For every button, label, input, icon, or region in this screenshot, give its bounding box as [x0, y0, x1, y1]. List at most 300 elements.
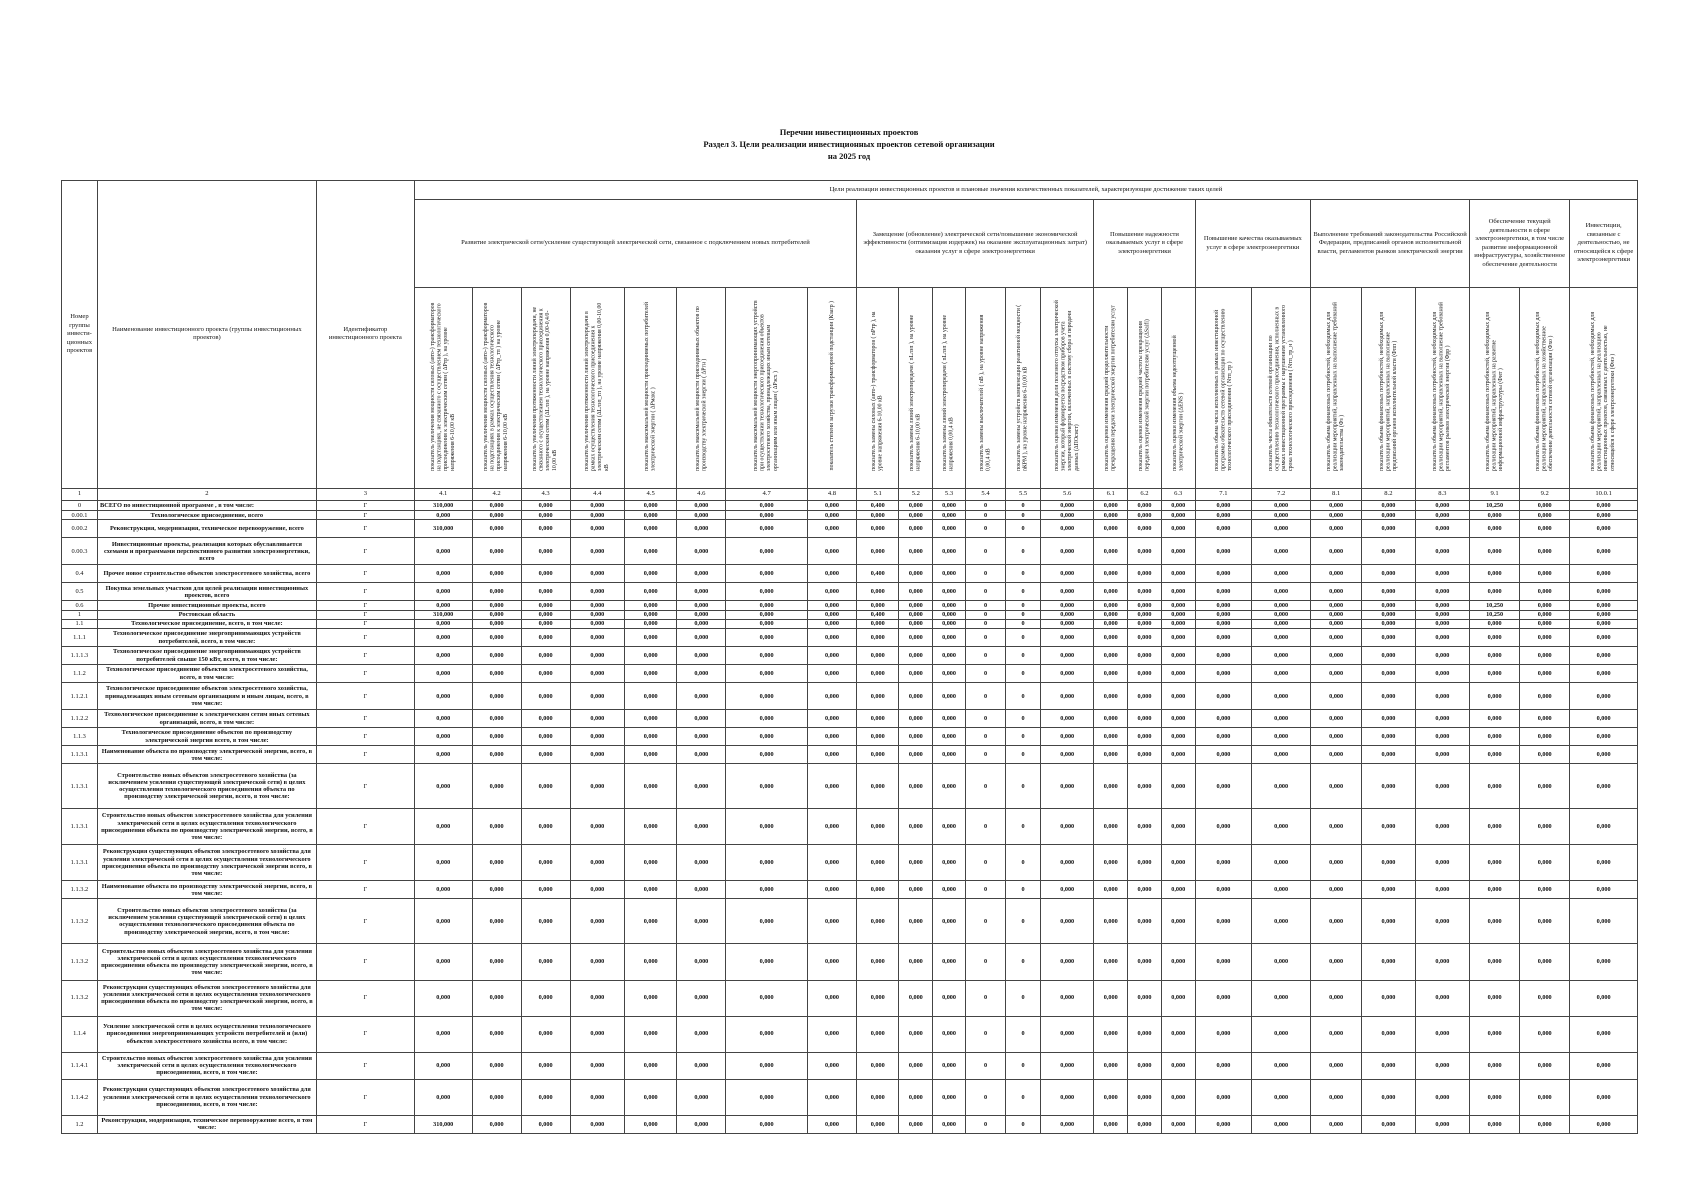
- row-value: 0,000: [1252, 500, 1311, 510]
- row-value: 0,000: [1311, 881, 1362, 899]
- row-value: 0,000: [521, 665, 570, 683]
- row-code: 1.1.3.1: [62, 746, 98, 764]
- row-value: 0,000: [625, 601, 677, 610]
- row-value: 0,000: [570, 1079, 624, 1115]
- row-value: 0,000: [472, 899, 521, 944]
- row-value: 0,000: [1041, 809, 1094, 845]
- row-value: 0: [1006, 746, 1041, 764]
- row-value: 0,000: [1415, 511, 1469, 520]
- header-indicator: [414, 288, 472, 489]
- row-value: 0,000: [933, 520, 966, 538]
- row-value: 0,000: [1041, 583, 1094, 601]
- row-value: 0,000: [1415, 538, 1469, 565]
- row-value: 0,000: [1311, 764, 1362, 809]
- row-code: 0.00.2: [62, 520, 98, 538]
- row-value: 0,000: [1362, 1052, 1415, 1079]
- row-value: 0,000: [521, 619, 570, 628]
- row-value: 0,000: [570, 1052, 624, 1079]
- row-value: 0,000: [899, 764, 933, 809]
- row-value: 0,000: [1362, 520, 1415, 538]
- row-value: 310,000: [414, 1115, 472, 1133]
- row-value: 0,000: [1415, 980, 1469, 1016]
- row-identifier: Г: [316, 565, 414, 583]
- header-indicator-text: показатель оценки изменения объема недоотпущенной электрической энергии (ΔENS ): [1171, 335, 1185, 472]
- row-value: 0,000: [899, 728, 933, 746]
- row-value: 0,000: [1161, 881, 1195, 899]
- row-value: 0,000: [807, 1016, 856, 1052]
- row-value: 0,000: [1362, 610, 1415, 619]
- row-identifier: Г: [316, 746, 414, 764]
- row-value: 0,000: [1195, 845, 1252, 881]
- row-value: 0,400: [856, 610, 898, 619]
- row-value: 0,000: [1094, 809, 1128, 845]
- column-number: 4.6: [677, 488, 726, 500]
- row-value: 0,000: [856, 665, 898, 683]
- row-value: 0,000: [1470, 944, 1520, 980]
- row-value: 0,000: [726, 583, 808, 601]
- row-value: 0,000: [677, 610, 726, 619]
- table-row: [62, 511, 1638, 520]
- row-value: 0,000: [570, 710, 624, 728]
- row-value: 0,000: [1128, 511, 1162, 520]
- row-value: 0,000: [1252, 1052, 1311, 1079]
- row-value: 0,000: [1041, 899, 1094, 944]
- column-number: 5.3: [933, 488, 966, 500]
- row-value: 0,000: [570, 764, 624, 809]
- row-value: 0,000: [1415, 619, 1469, 628]
- row-value: 0,000: [472, 881, 521, 899]
- row-value: 0,000: [1520, 665, 1570, 683]
- row-value: 0,000: [1094, 538, 1128, 565]
- table-row: [62, 944, 1638, 980]
- row-value: 0,000: [1128, 520, 1162, 538]
- row-value: 0,000: [1311, 980, 1362, 1016]
- row-value: 0: [965, 728, 1005, 746]
- row-value: 0,000: [1570, 500, 1638, 510]
- row-value: 0,000: [1470, 1052, 1520, 1079]
- row-value: 0,000: [1362, 1016, 1415, 1052]
- column-number: 6.1: [1094, 488, 1128, 500]
- row-value: 0,000: [414, 980, 472, 1016]
- row-identifier: Г: [316, 629, 414, 647]
- row-value: 0,000: [726, 619, 808, 628]
- row-value: 0,000: [570, 601, 624, 610]
- row-value: 0,000: [521, 710, 570, 728]
- row-value: 0,000: [1128, 583, 1162, 601]
- row-value: 0,000: [856, 583, 898, 601]
- row-value: 0,000: [1161, 980, 1195, 1016]
- row-value: 0,000: [625, 647, 677, 665]
- row-value: 0,000: [1362, 565, 1415, 583]
- row-value: 0,000: [1415, 881, 1469, 899]
- row-value: 0,000: [677, 710, 726, 728]
- row-code: 1.1: [62, 619, 98, 628]
- row-value: 0,000: [1415, 1052, 1469, 1079]
- row-value: 0,000: [899, 1016, 933, 1052]
- row-code: 1.1.1.3: [62, 647, 98, 665]
- row-value: 0,000: [899, 665, 933, 683]
- row-value: 0,000: [1520, 500, 1570, 510]
- row-value: 0,000: [856, 538, 898, 565]
- row-value: 0,000: [807, 565, 856, 583]
- row-value: 0,000: [1311, 538, 1362, 565]
- row-value: 0,000: [472, 980, 521, 1016]
- row-identifier: Г: [316, 980, 414, 1016]
- row-value: 0,000: [1520, 809, 1570, 845]
- row-value: 0: [965, 601, 1005, 610]
- row-value: 0,000: [1195, 1052, 1252, 1079]
- column-number: 9.2: [1520, 488, 1570, 500]
- row-value: 0,000: [1520, 647, 1570, 665]
- row-value: 0,000: [414, 1079, 472, 1115]
- row-value: 0,000: [1252, 647, 1311, 665]
- row-value: 0,000: [625, 1115, 677, 1133]
- row-value: 0,000: [726, 610, 808, 619]
- row-value: 0,000: [1041, 728, 1094, 746]
- row-value: 0: [1006, 619, 1041, 628]
- row-value: 0,000: [1195, 511, 1252, 520]
- row-value: 0,000: [726, 899, 808, 944]
- row-identifier: Г: [316, 500, 414, 510]
- row-value: 0,000: [1195, 1016, 1252, 1052]
- header-indicator: [1161, 288, 1195, 489]
- row-value: 0,000: [1128, 881, 1162, 899]
- row-value: 0,000: [1311, 683, 1362, 710]
- row-value: 0,000: [625, 764, 677, 809]
- row-value: 0,000: [625, 746, 677, 764]
- header-indicator: [521, 288, 570, 489]
- header-indicator-text: показатель оценки изменения доли полезного отпуска электрической энергии, который формируется посредством приборов учета электрической энергии, включенных в систему сбора и передачи данных (ΔПОсист): [1053, 300, 1080, 472]
- row-value: 0,000: [521, 538, 570, 565]
- row-value: 0: [965, 565, 1005, 583]
- row-value: 0,000: [1128, 899, 1162, 944]
- row-code: 1.1.3.2: [62, 944, 98, 980]
- row-value: 0,000: [677, 511, 726, 520]
- row-value: 0,000: [625, 710, 677, 728]
- row-value: 0: [965, 809, 1005, 845]
- row-value: 0,000: [1570, 1079, 1638, 1115]
- row-value: 0,000: [807, 980, 856, 1016]
- row-value: 0,000: [1415, 764, 1469, 809]
- row-value: 0,000: [1520, 601, 1570, 610]
- row-value: 0,000: [472, 1115, 521, 1133]
- row-value: 0,000: [1094, 728, 1128, 746]
- row-value: 0,000: [1415, 1016, 1469, 1052]
- row-value: 0,000: [1195, 1079, 1252, 1115]
- row-value: 0,000: [933, 610, 966, 619]
- row-value: 0,000: [677, 1079, 726, 1115]
- row-value: 0,000: [521, 764, 570, 809]
- row-value: 0,000: [807, 683, 856, 710]
- row-value: 0,000: [677, 520, 726, 538]
- row-value: 0,000: [1094, 980, 1128, 1016]
- row-value: 0,000: [570, 511, 624, 520]
- row-name: Технологическое присоединение объектов по производству электрической энергии всего, в том числе:: [97, 728, 316, 746]
- header-indicator-text: показатель объема финансовых потребностей, необходимых для реализации мероприятий, направленных на выполнение требований законодательства (Фз ): [1326, 302, 1346, 472]
- row-value: 0,000: [625, 610, 677, 619]
- row-value: 0,000: [933, 629, 966, 647]
- row-value: 0,000: [856, 899, 898, 944]
- row-value: 0: [1006, 1016, 1041, 1052]
- row-value: 0,000: [1128, 647, 1162, 665]
- header-group-5: Выполнение требований законодательства Российской Федерации, предписаний органов исполнительной власти, регламентов рынков электрической энергии: [1311, 200, 1470, 288]
- row-value: 0,000: [1195, 746, 1252, 764]
- row-value: 0,000: [1362, 728, 1415, 746]
- header-group-1: Развитие электрической сети/усиление существующей электрической сети, связанное с подключением новых потребителей: [414, 200, 856, 288]
- row-value: 0,000: [625, 728, 677, 746]
- row-code: 1.1.2.1: [62, 683, 98, 710]
- row-value: 0,000: [1520, 1079, 1570, 1115]
- row-value: 0,000: [933, 511, 966, 520]
- row-value: 0,000: [1470, 728, 1520, 746]
- row-value: 0,000: [1470, 1016, 1520, 1052]
- row-value: 0,000: [1311, 601, 1362, 610]
- table-row: [62, 746, 1638, 764]
- row-value: 0,000: [677, 647, 726, 665]
- row-value: 0,000: [677, 500, 726, 510]
- row-value: 0,000: [899, 610, 933, 619]
- row-value: 0,000: [807, 845, 856, 881]
- row-name: Технологическое присоединение объектов электросетевого хозяйства, всего, в том числе:: [97, 665, 316, 683]
- row-identifier: Г: [316, 520, 414, 538]
- row-value: 0,000: [1362, 500, 1415, 510]
- row-value: 0,000: [521, 565, 570, 583]
- header-indicator: [1570, 288, 1638, 489]
- row-value: 0,000: [1128, 809, 1162, 845]
- row-value: 0,000: [570, 583, 624, 601]
- row-value: 0,000: [1041, 610, 1094, 619]
- row-value: 0,000: [677, 809, 726, 845]
- row-value: 0,000: [1161, 1052, 1195, 1079]
- row-value: 0: [965, 619, 1005, 628]
- row-value: 0,000: [1041, 710, 1094, 728]
- row-value: 0,000: [414, 764, 472, 809]
- row-value: 0: [965, 538, 1005, 565]
- table-row: [62, 728, 1638, 746]
- row-value: 0,000: [1161, 746, 1195, 764]
- row-value: 0,000: [856, 1115, 898, 1133]
- header-indicator-text: показатель увеличения мощности силовых (авто-) трансформаторов на подстанциях, не связанного с осуществлением технологического присоединения к электрическим сетям ( ΔPтр ), на уровне напряжения 6-10,00 кВ: [430, 302, 456, 472]
- row-value: 0: [965, 610, 1005, 619]
- row-value: 0,000: [1195, 520, 1252, 538]
- row-value: 0,000: [1520, 619, 1570, 628]
- header-indicator: [1094, 288, 1128, 489]
- row-value: 0,000: [414, 583, 472, 601]
- row-value: 0,000: [807, 1115, 856, 1133]
- row-value: 0,000: [521, 746, 570, 764]
- table-row: [62, 809, 1638, 845]
- row-code: 1.1.4.1: [62, 1052, 98, 1079]
- row-value: 0,000: [625, 520, 677, 538]
- row-code: 0: [62, 500, 98, 510]
- row-value: 0,000: [677, 1052, 726, 1079]
- row-identifier: Г: [316, 538, 414, 565]
- row-value: 0,000: [1161, 619, 1195, 628]
- row-name: Реконструкция существующих объектов электросетевого хозяйства для усиления электрической сети в целях осуществления технологического присоединения, всего, в том числе:: [97, 1079, 316, 1115]
- row-value: 0,000: [899, 944, 933, 980]
- row-identifier: Г: [316, 710, 414, 728]
- row-value: 0: [1006, 1079, 1041, 1115]
- row-value: 0,000: [625, 683, 677, 710]
- row-value: 0,000: [1041, 980, 1094, 1016]
- row-code: 1.1.3.1: [62, 845, 98, 881]
- row-value: 0,000: [1570, 944, 1638, 980]
- row-value: 0: [965, 629, 1005, 647]
- row-value: 0,000: [856, 881, 898, 899]
- header-indicator: [899, 288, 933, 489]
- row-value: 0,000: [1128, 728, 1162, 746]
- row-value: 0,000: [414, 601, 472, 610]
- row-value: 0: [965, 1052, 1005, 1079]
- row-value: 0,000: [899, 601, 933, 610]
- row-value: 310,000: [414, 500, 472, 510]
- row-value: 0,000: [807, 728, 856, 746]
- header-indicator: [1252, 288, 1311, 489]
- row-value: 0,000: [1161, 538, 1195, 565]
- row-value: 0,000: [625, 583, 677, 601]
- row-value: 0,000: [807, 944, 856, 980]
- row-value: 0,000: [570, 1115, 624, 1133]
- row-value: 0,000: [899, 538, 933, 565]
- header-project-id: Идентификатор инвестиционного проекта: [316, 181, 414, 489]
- row-value: 0,000: [1161, 899, 1195, 944]
- row-value: 0,000: [472, 511, 521, 520]
- header-goals: Цели реализации инвестиционных проектов и плановые значения количественных показателей, характеризующие достижение таких целей: [414, 181, 1637, 200]
- row-value: 0,000: [726, 728, 808, 746]
- row-value: 0,000: [1415, 710, 1469, 728]
- row-identifier: Г: [316, 619, 414, 628]
- row-value: 0,000: [677, 899, 726, 944]
- row-value: 0,000: [625, 629, 677, 647]
- row-value: 0,000: [726, 1115, 808, 1133]
- row-value: 0,000: [1470, 520, 1520, 538]
- row-code: 1.1.2.2: [62, 710, 98, 728]
- row-value: 0,000: [1362, 845, 1415, 881]
- column-number: 5.4: [965, 488, 1005, 500]
- row-value: 0,000: [933, 899, 966, 944]
- row-value: 0,000: [1161, 809, 1195, 845]
- row-value: 0,000: [1128, 1079, 1162, 1115]
- row-value: 0,000: [1161, 629, 1195, 647]
- row-value: 0,000: [472, 601, 521, 610]
- row-value: 0,000: [677, 881, 726, 899]
- row-value: 0,000: [1252, 520, 1311, 538]
- row-value: 0,000: [414, 881, 472, 899]
- header-indicator-text: показатель числа обязательств сетевой организации по осуществлению технологического присоединения, исполненных в рамках инвестиционной программы с нарушением установленного срока технологического присоединения ( Nтп_тр_н ): [1267, 305, 1294, 472]
- row-code: 0.00.1: [62, 511, 98, 520]
- row-name: Ростовская область: [97, 610, 316, 619]
- row-value: 0,000: [1252, 619, 1311, 628]
- row-value: 0,000: [1570, 647, 1638, 665]
- row-value: 0,000: [1252, 728, 1311, 746]
- row-value: 0: [1006, 980, 1041, 1016]
- row-name: Прочие инвестиционные проекты, всего: [97, 601, 316, 610]
- row-value: 0,000: [1041, 538, 1094, 565]
- row-value: 0,000: [1252, 610, 1311, 619]
- header-indicator: [1311, 288, 1362, 489]
- row-value: 0,000: [1362, 980, 1415, 1016]
- row-value: 0,000: [1570, 511, 1638, 520]
- header-indicator-text: показатель максимальной мощности присоединяемых потребителей электрической энергии ( ΔPмакс ): [644, 302, 657, 472]
- row-name: Наименование объекта по производству электрической энергии, всего, в том числе:: [97, 881, 316, 899]
- row-value: 0,000: [1252, 629, 1311, 647]
- row-value: 0,000: [1520, 629, 1570, 647]
- row-value: 0,400: [856, 500, 898, 510]
- row-value: 0,000: [933, 746, 966, 764]
- row-value: 0,000: [1570, 809, 1638, 845]
- row-value: 0,000: [1195, 665, 1252, 683]
- doc-title-line3: на 2025 год: [827, 151, 871, 161]
- row-value: 0,000: [899, 845, 933, 881]
- row-value: 0,000: [414, 565, 472, 583]
- row-value: 0,000: [1252, 565, 1311, 583]
- row-value: 0,000: [1362, 899, 1415, 944]
- row-value: 0,000: [807, 601, 856, 610]
- row-identifier: Г: [316, 881, 414, 899]
- row-value: 0,000: [1161, 845, 1195, 881]
- row-value: 0,000: [856, 601, 898, 610]
- row-value: 0,000: [677, 728, 726, 746]
- row-value: 0,000: [1520, 899, 1570, 944]
- row-value: 0,000: [1252, 1016, 1311, 1052]
- row-value: 0,000: [1041, 746, 1094, 764]
- row-value: 0,000: [1311, 565, 1362, 583]
- row-value: 0,000: [677, 746, 726, 764]
- row-value: 0,000: [1362, 710, 1415, 728]
- row-value: 0,000: [1415, 565, 1469, 583]
- row-value: 0,000: [414, 538, 472, 565]
- row-value: 0,000: [1362, 764, 1415, 809]
- row-value: 0,000: [570, 665, 624, 683]
- row-value: 0,000: [1311, 647, 1362, 665]
- row-value: 0,000: [625, 944, 677, 980]
- row-value: 0,000: [933, 881, 966, 899]
- row-value: 0,000: [726, 881, 808, 899]
- row-value: 0,000: [856, 683, 898, 710]
- row-value: 0,000: [677, 944, 726, 980]
- table-row: [62, 1115, 1638, 1133]
- row-value: 0: [1006, 710, 1041, 728]
- row-value: 0,000: [625, 565, 677, 583]
- row-value: 0,000: [1311, 809, 1362, 845]
- row-value: 0,000: [1520, 538, 1570, 565]
- row-value: 0,000: [1128, 619, 1162, 628]
- row-value: 0,000: [1094, 1079, 1128, 1115]
- row-value: 0,000: [726, 647, 808, 665]
- row-value: 0,000: [1520, 746, 1570, 764]
- row-value: 0,000: [1520, 764, 1570, 809]
- table-row: [62, 683, 1638, 710]
- table-row: [62, 565, 1638, 583]
- row-value: 0,000: [856, 728, 898, 746]
- row-value: 0,000: [1362, 601, 1415, 610]
- row-value: 0,000: [1415, 500, 1469, 510]
- row-value: 0,000: [570, 610, 624, 619]
- row-name: Строительство новых объектов электросетевого хозяйства для усиления электрической сети в целях осуществления технологического присоединения, всего, в том числе:: [97, 1052, 316, 1079]
- row-value: 0,000: [1470, 619, 1520, 628]
- row-value: 0,000: [472, 665, 521, 683]
- row-name: Реконструкция, модернизация, техническое перевооружение, всего: [97, 520, 316, 538]
- row-value: 0,000: [625, 1079, 677, 1115]
- row-value: 0,000: [1041, 500, 1094, 510]
- row-value: 0,000: [521, 520, 570, 538]
- row-value: 0,000: [1415, 583, 1469, 601]
- row-value: 0,000: [1252, 601, 1311, 610]
- row-value: 0,000: [726, 500, 808, 510]
- row-value: 0,000: [1415, 845, 1469, 881]
- row-value: 0,000: [677, 601, 726, 610]
- column-number: 7.1: [1195, 488, 1252, 500]
